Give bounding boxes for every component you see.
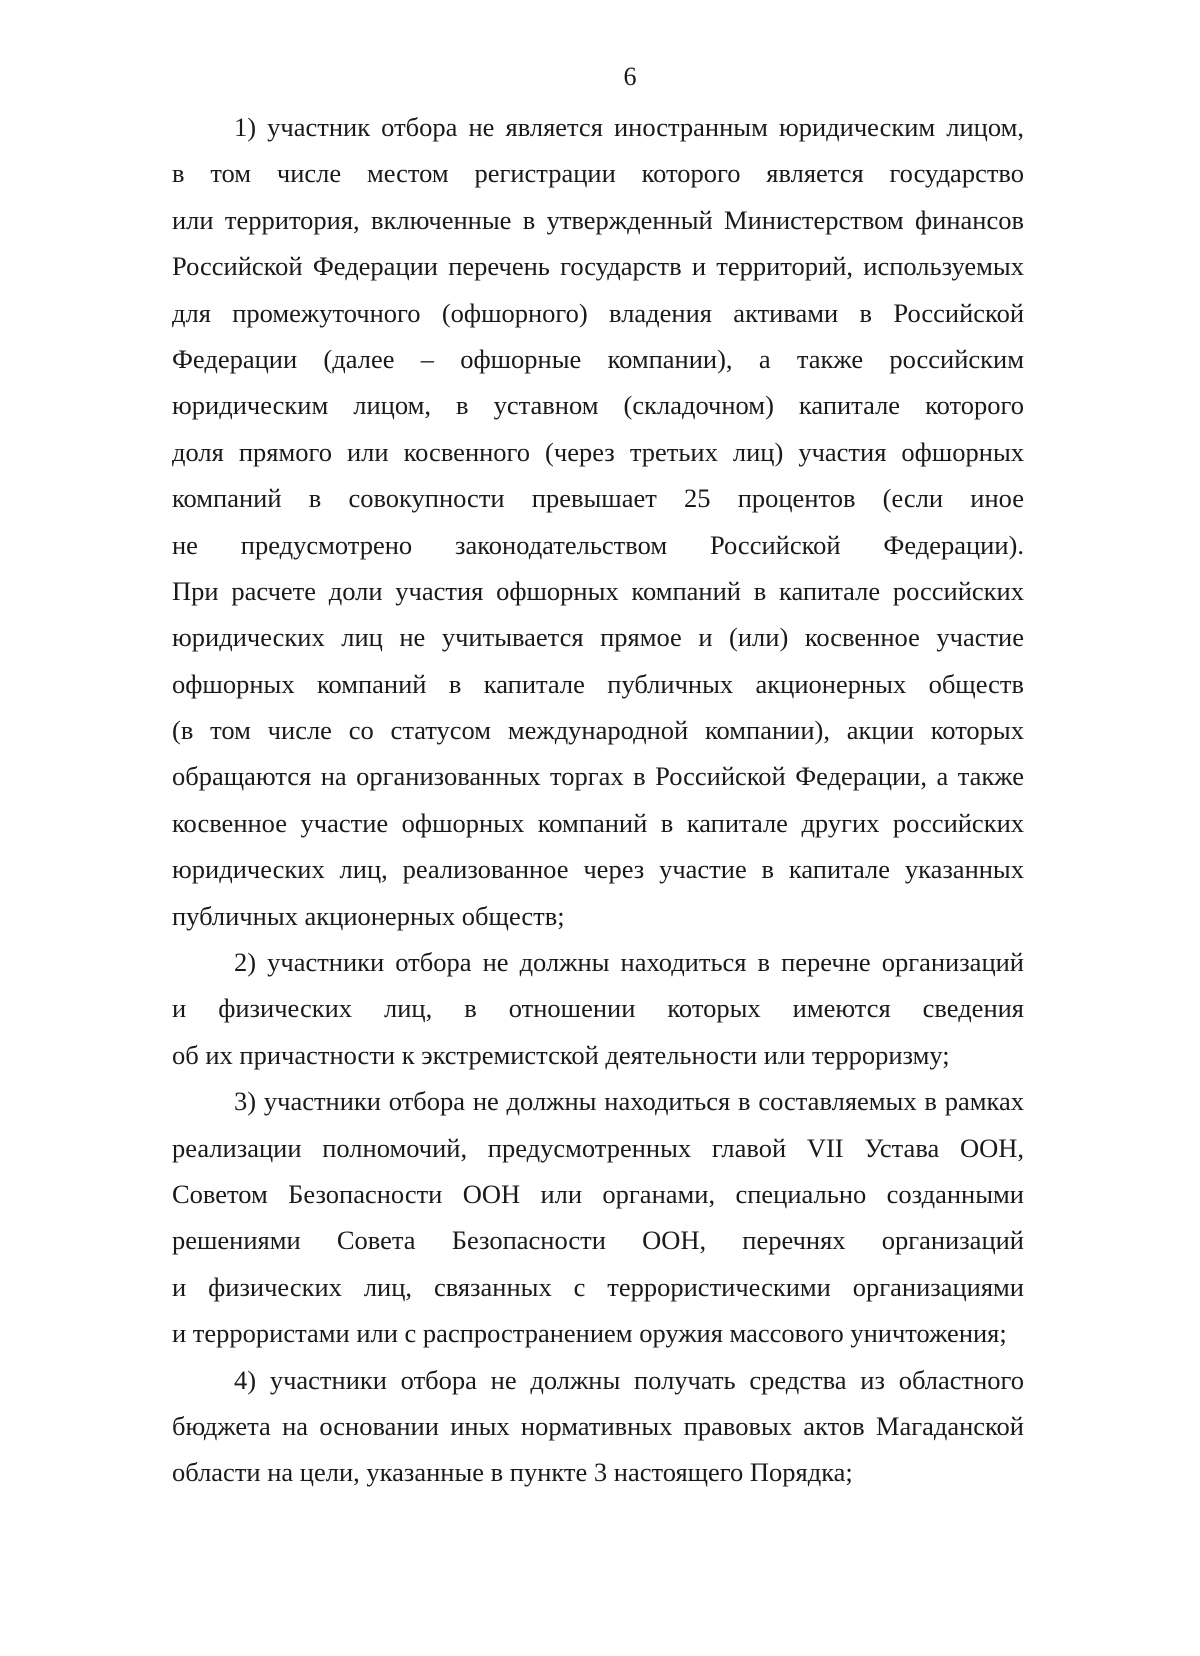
text-line: косвенное участие офшорных компаний в капитале других российских [172,807,1024,838]
text-line: не предусмотрено законодательством Российской Федерации). [172,529,1024,560]
paragraph [172,1078,1024,1356]
paragraph [172,939,1024,1078]
page-number: 6 [623,62,637,91]
text-line: об их причастности к экстремистской деятельности или терроризму; [172,1039,950,1070]
text-line: Советом Безопасности ООН или органами, специально созданными [172,1178,1024,1209]
text-line: или территория, включенные в утвержденный Министерством финансов [172,204,1024,235]
text-line: офшорных компаний в капитале публичных акционерных обществ [172,668,1024,699]
text-line: обращаются на организованных торгах в Российской Федерации, а также [172,761,1024,792]
text-line: юридических лиц не учитывается прямое и (или) косвенное участие [172,622,1024,653]
text-line: юридических лиц, реализованное через участие в капитале указанных [172,854,1024,885]
text-line: (в том числе со статусом международной компании), акции которых [172,715,1024,746]
text-line: и террористами или с распространением оружия массового уничтожения; [172,1318,1007,1349]
text-line: публичных акционерных обществ; [172,900,565,931]
text-line: в том числе местом регистрации которого является государство [172,158,1024,189]
text-line: решениями Совета Безопасности ООН, перечнях организаций [172,1225,1024,1256]
paragraph [172,1357,1024,1496]
text-line: доля прямого или косвенного (через третьих лиц) участия офшорных [172,436,1024,467]
text-line: Российской Федерации перечень государств и территорий, используемых [172,251,1024,282]
text-line: юридическим лицом, в уставном (складочном) капитале которого [172,390,1024,421]
text-line: компаний в совокупности превышает 25 процентов (если иное [172,483,1024,514]
text-line: При расчете доли участия офшорных компаний в капитале российских [172,575,1024,606]
paragraph [172,104,1024,939]
text-line: Федерации (далее – офшорные компании), а также российским [172,343,1024,374]
text-line: и физических лиц, в отношении которых имеются сведения [172,993,1024,1024]
text-line: бюджета на основании иных нормативных правовых актов Магаданской [172,1410,1024,1441]
text-line: области на цели, указанные в пункте 3 настоящего Порядка; [172,1457,853,1488]
text-line: 4) участники отбора не должны получать средства из областного [234,1364,1024,1395]
document-body [172,104,1024,1496]
text-line: 3) участники отбора не должны находиться в составляемых в рамках [234,1086,1024,1117]
text-line: реализации полномочий, предусмотренных главой VII Устава ООН, [172,1132,1024,1163]
text-line: и физических лиц, связанных с террористическими организациями [172,1271,1024,1302]
text-line: 1) участник отбора не является иностранным юридическим лицом, [234,112,1024,142]
text-line: 2) участники отбора не должны находиться в перечне организаций [234,947,1024,978]
text-line: для промежуточного (офшорного) владения активами в Российской [172,297,1024,328]
